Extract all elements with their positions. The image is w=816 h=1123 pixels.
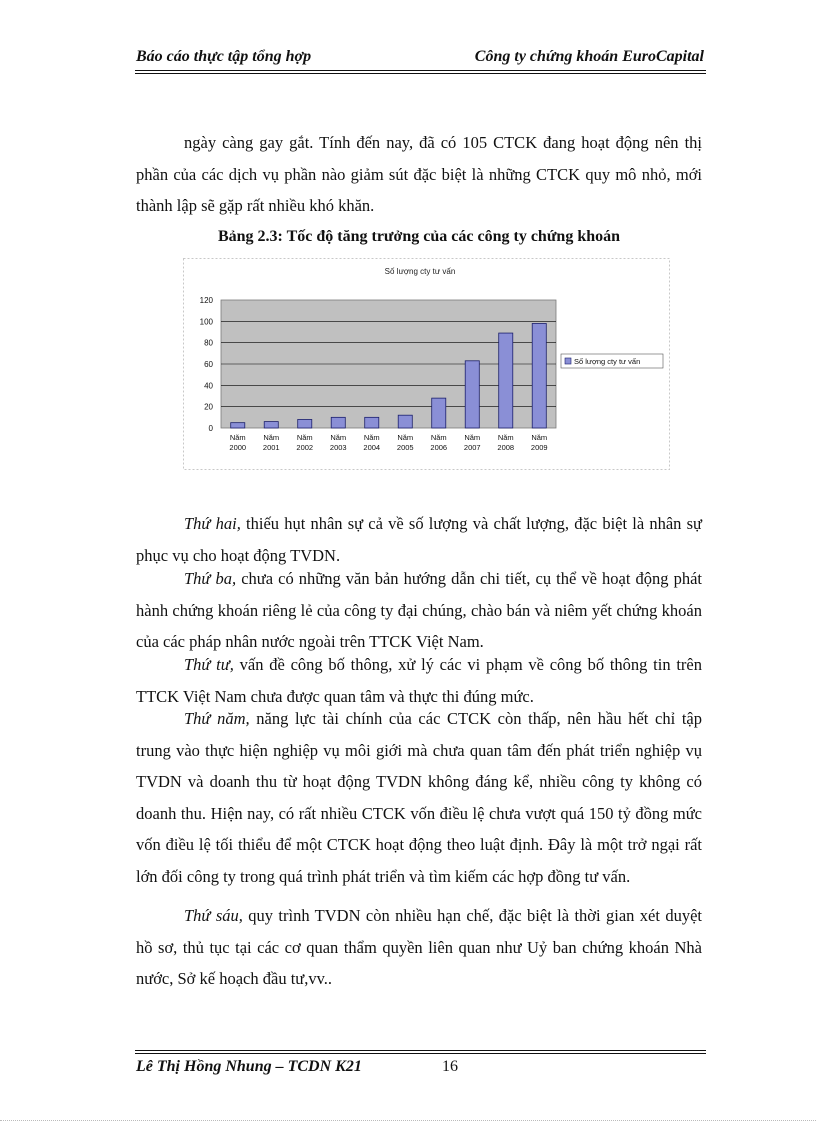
bar xyxy=(499,333,513,428)
paragraph-text: quy trình TVDN còn nhiều hạn chế, đặc biệt là thời gian xét duyệt hồ sơ, thủ tục tại các cơ quan thẩm quyền liên quan như Uỷ ban chứng khoán Nhà nước, Sở kế hoạch đầu tư,vv.. xyxy=(136,906,702,988)
paragraph-lead: Thứ năm, xyxy=(184,709,250,728)
paragraph-thu-nam xyxy=(136,703,702,892)
table-caption: Bảng 2.3: Tốc độ tăng trưởng của các công ty chứng khoán xyxy=(217,228,621,245)
bar xyxy=(298,419,312,428)
page-number: 16 xyxy=(442,1058,458,1075)
x-tick-label: 2003 xyxy=(329,443,347,452)
x-tick-label: 2001 xyxy=(262,443,280,452)
page-edge xyxy=(0,1120,816,1121)
paragraph-text: vấn đề công bố thông, xử lý các vi phạm về công bố thông tin trên TTCK Việt Nam chưa được quan tâm và thực thi đúng mức. xyxy=(136,655,702,706)
paragraph-lead: Thứ sáu, xyxy=(184,906,243,925)
header-rule-secondary xyxy=(135,73,706,74)
bar-chart-svg xyxy=(183,258,670,470)
x-tick-label: Năm xyxy=(497,433,514,442)
footer-rule xyxy=(135,1050,706,1051)
bar-chart xyxy=(183,258,670,470)
x-tick-label: Năm xyxy=(330,433,347,442)
x-tick-label: 2008 xyxy=(497,443,515,452)
paragraph-lead: Thứ ba, xyxy=(184,569,237,588)
header-report-title: Báo cáo thực tập tổng hợp xyxy=(136,48,312,65)
y-tick-label: 0 xyxy=(208,424,213,433)
paragraph-text: chưa có những văn bản hướng dẫn chi tiết, cụ thể về hoạt động phát hành chứng khoán riêng lẻ của công ty đại chúng, chào bán và niêm yết chứng khoán của các pháp nhân nước ngoài trên TTCK Việt Nam. xyxy=(136,569,702,651)
x-tick-label: 2004 xyxy=(363,443,381,452)
header-company-name: Công ty chứng khoán EuroCapital xyxy=(474,48,704,65)
y-tick-label: 60 xyxy=(204,360,213,369)
bar xyxy=(331,417,345,428)
bar xyxy=(365,417,379,428)
x-tick-label: 2007 xyxy=(463,443,481,452)
x-tick-label: 2002 xyxy=(296,443,314,452)
x-tick-label: Năm xyxy=(363,433,380,442)
header-rule xyxy=(135,70,706,71)
legend-swatch xyxy=(565,358,571,364)
bar xyxy=(532,323,546,428)
paragraph-lead: Thứ tư, xyxy=(184,655,234,674)
footer-rule-secondary xyxy=(135,1053,706,1054)
bar xyxy=(398,415,412,428)
y-tick-label: 40 xyxy=(204,381,213,391)
x-tick-label: 2000 xyxy=(229,443,247,452)
x-tick-label: 2009 xyxy=(530,443,548,452)
paragraph-lead: Thứ hai, xyxy=(184,514,241,533)
paragraph-thu-ba xyxy=(136,563,702,658)
paragraph-text: năng lực tài chính của các CTCK còn thấp, nên hầu hết chỉ tập trung vào thực hiện nghiệp vụ môi giới mà chưa quan tâm đến phát triển nghiệp vụ TVDN và doanh thu từ hoạt động TVDN không đáng kể, nhiều công ty không có doanh thu. Hiện nay, có rất nhiều CTCK vốn điều lệ chưa vượt quá 150 tỷ đồng mức vốn điều lệ tối thiểu để một CTCK hoạt động theo luật định. Đây là một trở ngại rất lớn đối công ty trong quá trình phát triển và tìm kiếm các hợp đồng tư vấn. xyxy=(136,709,702,886)
x-tick-label: Năm xyxy=(397,433,414,442)
x-tick-label: Năm xyxy=(464,433,481,442)
paragraph-text: thiếu hụt nhân sự cả về số lượng và chất lượng, đặc biệt là nhân sự phục vụ cho hoạt động TVDN. xyxy=(136,514,702,565)
bar xyxy=(231,423,245,428)
y-tick-label: 120 xyxy=(199,296,213,305)
legend-label: Số lượng cty tư vấn xyxy=(574,357,641,366)
bar xyxy=(432,398,446,428)
y-tick-label: 20 xyxy=(204,402,213,412)
y-tick-label: 80 xyxy=(204,338,213,348)
bar xyxy=(264,422,278,428)
x-tick-label: Năm xyxy=(296,433,313,442)
paragraph-thu-sau xyxy=(136,900,702,995)
x-tick-label: Năm xyxy=(430,433,447,442)
footer-author: Lê Thị Hồng Nhung – TCDN K21 xyxy=(136,1058,362,1075)
x-tick-label: 2005 xyxy=(396,443,414,452)
x-tick-label: 2006 xyxy=(430,443,448,452)
paragraph-thu-hai xyxy=(136,508,702,571)
chart-title: Số lượng cty tư vấn xyxy=(384,267,456,276)
intro-paragraph: ngày càng gay gắt. Tính đến nay, đã có 105 CTCK đang hoạt động nên thị phần của các dịch vụ phần nào giảm sút đặc biệt là những CTCK quy mô nhỏ, mới thành lập sẽ gặp rất nhiều khó khăn. xyxy=(136,133,702,215)
x-tick-label: Năm xyxy=(229,433,246,442)
x-tick-label: Năm xyxy=(531,433,548,442)
y-tick-label: 100 xyxy=(199,317,213,327)
bar xyxy=(465,361,479,428)
x-tick-label: Năm xyxy=(263,433,280,442)
